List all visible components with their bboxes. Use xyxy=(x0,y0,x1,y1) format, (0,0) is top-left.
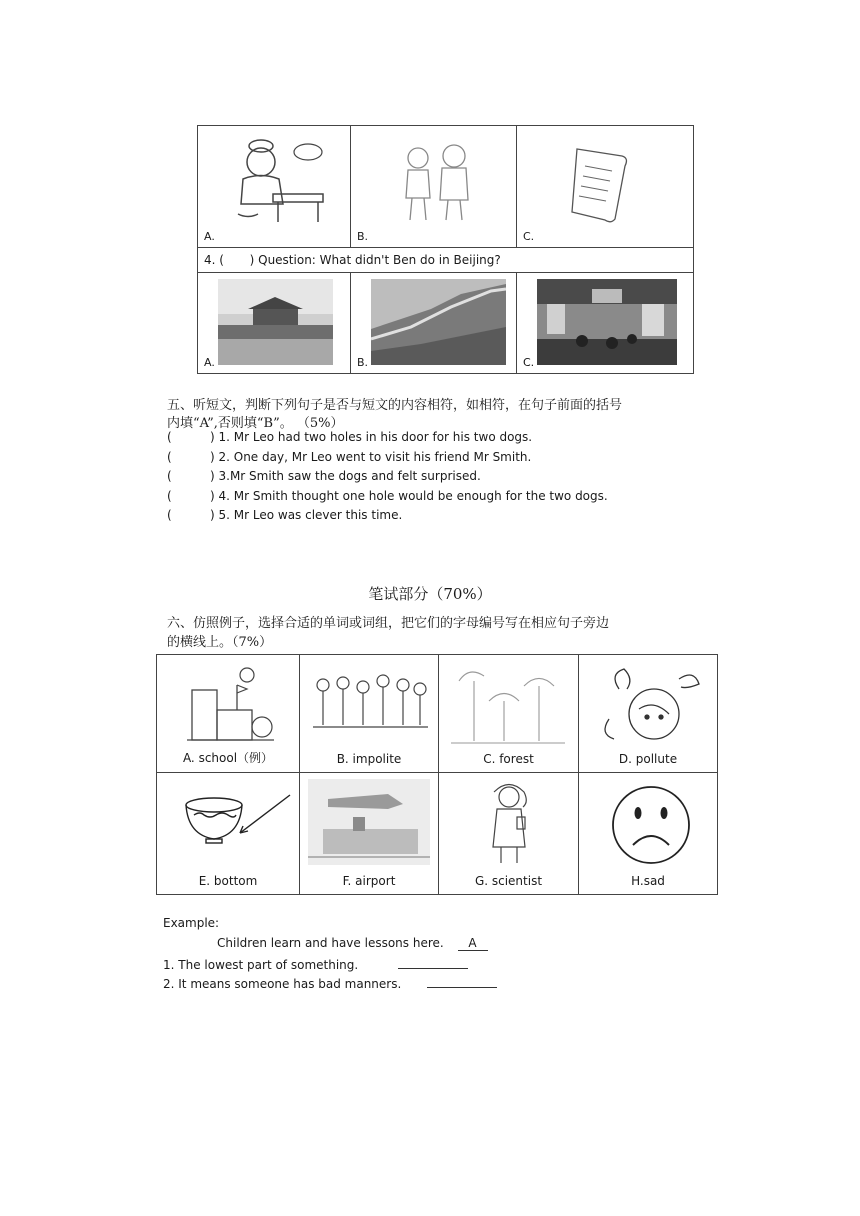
question-4 xyxy=(198,248,694,273)
answer-paren: ( xyxy=(167,450,172,464)
section5-item-list xyxy=(167,430,608,527)
great-wall-photo xyxy=(371,279,506,365)
option-label: C. xyxy=(523,356,535,369)
section6-heading-line1: 六、仿照例子，选择合适的单词或词组，把它们的字母编号写在相应句子旁边 xyxy=(167,616,610,631)
answer-blank[interactable] xyxy=(398,956,468,969)
vocab-caption: C. forest xyxy=(483,752,534,766)
list-item xyxy=(167,489,608,508)
item-text: ) 5. Mr Leo was clever this time. xyxy=(210,508,403,522)
answer-blank[interactable] xyxy=(427,975,497,988)
item-text: 1. The lowest part of something. xyxy=(163,958,359,972)
vocab-caption: E. bottom xyxy=(198,874,258,888)
list-item xyxy=(167,450,532,469)
answer-paren: ( xyxy=(167,430,172,444)
vocab-caption: G. scientist xyxy=(474,874,543,888)
item-text: ) 4. Mr Smith thought one hole would be enough for the two dogs. xyxy=(210,489,608,503)
vocab-cell-d xyxy=(579,655,718,773)
photo-cell-c xyxy=(517,273,694,374)
answer-paren: ( xyxy=(167,508,172,522)
vocab-cell-e xyxy=(157,773,300,895)
vocab-caption: D. pollute xyxy=(618,752,678,766)
impolite-crowd-icon xyxy=(308,665,430,745)
scientist-icon xyxy=(479,777,539,867)
question-number: 4. ( xyxy=(204,253,224,267)
vocab-caption: F. airport xyxy=(342,874,396,888)
scroll-list-icon xyxy=(567,144,637,224)
forest-icon xyxy=(449,661,567,751)
vocab-cell-f xyxy=(300,773,439,895)
exercise-item-1 xyxy=(163,956,468,972)
section5-heading-line2: 内填“A”,否则填“B”。 （5%） xyxy=(167,416,344,431)
example-label: Example: xyxy=(163,916,220,930)
list-item xyxy=(167,469,481,489)
option-cell-c xyxy=(517,126,694,248)
sad-face-icon xyxy=(601,783,701,873)
list-item xyxy=(167,430,533,450)
vocab-cell-h xyxy=(579,773,718,895)
school-icon xyxy=(182,665,277,745)
vocab-caption: B. impolite xyxy=(336,752,402,766)
airport-icon xyxy=(308,779,430,865)
option-cell-a xyxy=(198,126,351,248)
question-text: Question: What didn't Ben do in Beijing? xyxy=(258,253,501,267)
answer-paren: ( xyxy=(167,489,172,503)
item-text: ) 1. Mr Leo had two holes in his door for his two dogs. xyxy=(210,430,533,444)
option-label: A. xyxy=(204,230,215,243)
market-street-photo xyxy=(537,279,677,365)
vocabulary-picture-table xyxy=(156,654,718,895)
section6-heading-line2: 的横线上。（7%） xyxy=(167,635,273,650)
option-cell-b xyxy=(351,126,517,248)
item-text: 2. It means someone has bad manners. xyxy=(163,977,402,991)
answer-paren: ( xyxy=(167,469,172,483)
vocab-caption: H.sad xyxy=(631,874,665,888)
option-label: C. xyxy=(523,230,535,243)
example-answer: A xyxy=(458,936,488,951)
vocab-cell-g xyxy=(439,773,579,895)
item-text: ) 2. One day, Mr Leo went to visit his friend Mr Smith. xyxy=(210,450,532,464)
option-label: B. xyxy=(357,230,369,243)
listening-picture-table xyxy=(197,125,694,374)
photo-cell-a xyxy=(198,273,351,374)
tiananmen-photo xyxy=(218,279,333,365)
section5-heading-line1: 五、听短文，判断下列句子是否与短文的内容相符，如相符，在句子前面的括号 xyxy=(167,398,623,413)
example-sentence-row xyxy=(217,936,488,951)
photo-cell-b xyxy=(351,273,517,374)
item-text: ) 3.Mr Smith saw the dogs and felt surprised. xyxy=(210,469,481,483)
bowl-bottom-icon xyxy=(182,793,294,863)
list-item xyxy=(167,508,403,527)
option-label: B. xyxy=(357,356,369,369)
vocab-cell-b xyxy=(300,655,439,773)
vocab-cell-a xyxy=(157,655,300,773)
written-part-title: 笔试部分（70%） xyxy=(368,585,492,603)
question-paren-close: ) xyxy=(249,253,255,267)
vocab-caption: A. school（例） xyxy=(182,751,274,765)
exercise-item-2 xyxy=(163,975,497,991)
cartoon-children-icon xyxy=(396,138,476,228)
option-label: A. xyxy=(204,356,215,369)
polluted-earth-icon xyxy=(599,659,704,751)
vocab-cell-c xyxy=(439,655,579,773)
example-sentence: Children learn and have lessons here. xyxy=(217,936,444,950)
cartoon-cooking-icon xyxy=(223,134,333,234)
